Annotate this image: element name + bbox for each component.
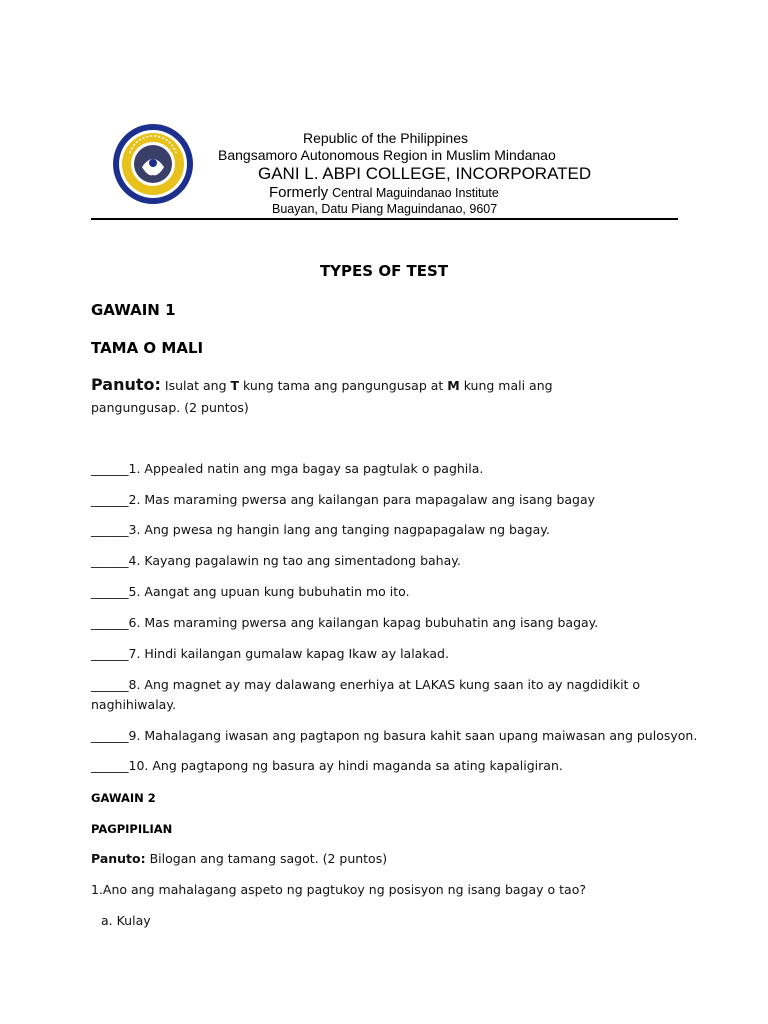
gawain2-instructions xyxy=(91,851,387,866)
gawain2-heading: GAWAIN 2 xyxy=(91,791,156,805)
list-item: ______2. Mas maraming pwersa ang kailangan para mapagalaw ang isang bagay xyxy=(91,492,596,507)
header-republic: Republic of the Philippines xyxy=(303,130,468,146)
gawain2-subheading: PAGPIPILIAN xyxy=(91,822,173,836)
panuto-m: M xyxy=(447,378,460,393)
header-divider xyxy=(91,218,678,220)
list-item: ______9. Mahalagang iwasan ang pagtapon ng basura kahit saan upang maiwasan ang pulosyon. xyxy=(91,728,698,743)
list-item: ______10. Ang pagtapong ng basura ay hindi maganda sa ating kapaligiran. xyxy=(91,758,563,773)
list-item: ______4. Kayang pagalawin ng tao ang simentadong bahay. xyxy=(91,553,461,568)
header-region: Bangsamoro Autonomous Region in Muslim Mindanao xyxy=(218,147,556,163)
list-item: ______3. Ang pwesa ng hangin lang ang tanging nagpapagalaw ng bagay. xyxy=(91,522,550,537)
gawain2-panuto-text: Bilogan ang tamang sagot. (2 puntos) xyxy=(145,851,388,866)
header-college-name: GANI L. ABPI COLLEGE, INCORPORATED xyxy=(258,164,592,183)
question-1: 1.Ano ang mahalagang aspeto ng pagtukoy ng posisyon ng isang bagay o tao? xyxy=(91,882,586,897)
college-seal-icon xyxy=(112,123,194,205)
option-a: a. Kulay xyxy=(101,913,151,928)
list-item: ______7. Hindi kailangan gumalaw kapag Ikaw ay lalakad. xyxy=(91,646,449,661)
list-item-continuation: naghihiwalay. xyxy=(91,697,176,712)
panuto-t: T xyxy=(230,378,240,393)
header-formerly-name: Central Maguindanao Institute xyxy=(332,186,499,200)
gawain1-instructions xyxy=(91,375,553,394)
header-formerly xyxy=(269,184,499,201)
panuto-text-1: Isulat ang xyxy=(160,378,231,393)
gawain2-panuto-label: Panuto: xyxy=(91,851,146,866)
list-item: ______8. Ang magnet ay may dalawang enerhiya at LAKAS kung saan ito ay nagdidikit o xyxy=(91,677,641,692)
gawain1-instructions-line2: pangungusap. (2 puntos) xyxy=(91,400,249,415)
header-formerly-word: Formerly xyxy=(269,184,329,201)
gawain1-subheading: TAMA O MALI xyxy=(91,339,204,357)
list-item: ______1. Appealed natin ang mga bagay sa pagtulak o paghila. xyxy=(91,461,484,476)
panuto-label: Panuto: xyxy=(91,375,161,394)
panuto-text-3: kung mali ang xyxy=(459,378,553,393)
page-title: TYPES OF TEST xyxy=(319,262,449,280)
gawain1-heading: GAWAIN 1 xyxy=(91,301,176,319)
list-item: ______5. Aangat ang upuan kung bubuhatin mo ito. xyxy=(91,584,410,599)
list-item: ______6. Mas maraming pwersa ang kailangan kapag bubuhatin ang isang bagay. xyxy=(91,615,599,630)
panuto-text-2: kung tama ang pangungusap at xyxy=(239,378,448,393)
header-address: Buayan, Datu Piang Maguindanao, 9607 xyxy=(272,202,498,216)
